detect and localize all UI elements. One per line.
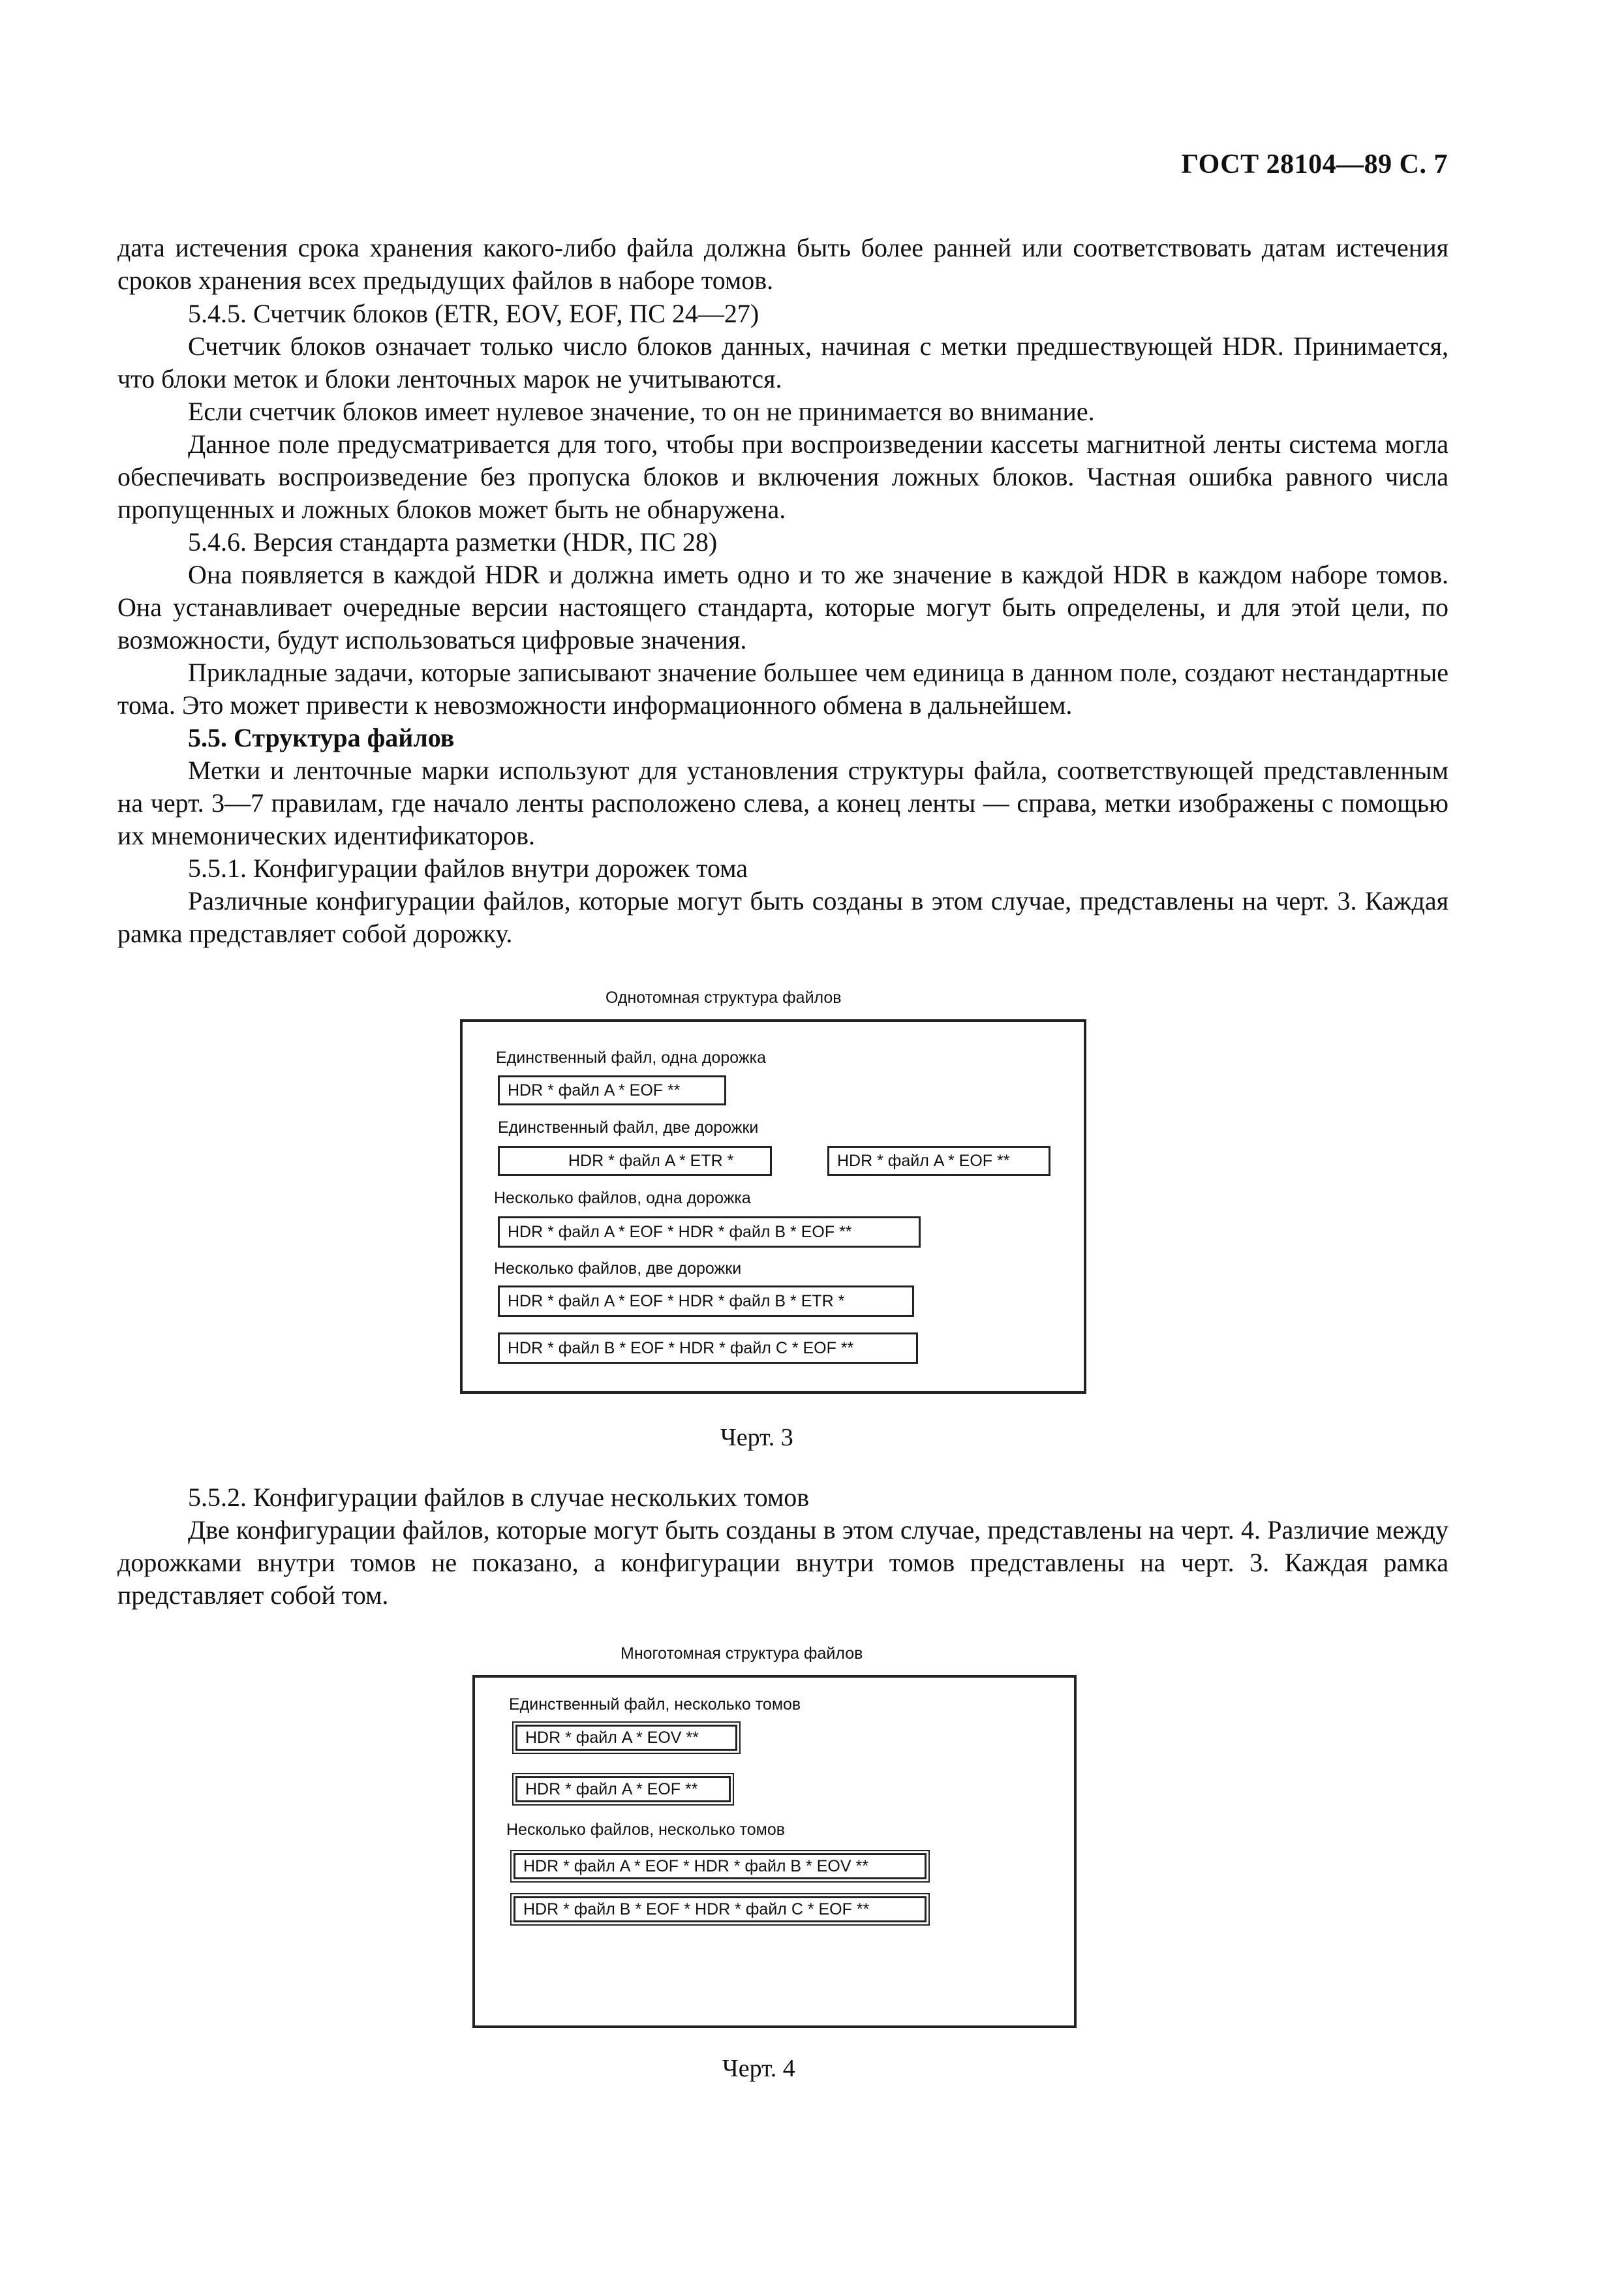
paragraph: Различные конфигурации файлов, которые могут быть созданы в этом случае, представлены на черт. 3. Каждая рамка представляет собой дорожку. bbox=[117, 886, 1448, 948]
tape-track-box: HDR * файл A * EOF * HDR * файл B * ETR * bbox=[498, 1285, 914, 1317]
paragraph: Если счетчик блоков имеет нулевое значение, то он не принимается во внимание. bbox=[188, 397, 1095, 426]
paragraph: Она появляется в каждой HDR и должна иметь одно и то же значение в каждой HDR в каждом наборе томов. Она устанавливает очередные версии настоящего стандарта, которые могут быть определены, и для этой цели, по возможности, будут использоваться цифровые значения. bbox=[117, 560, 1448, 654]
tape-track-box: HDR * файл A * EOF * HDR * файл B * EOF ** bbox=[498, 1216, 921, 1248]
figure4-label: Единственный файл, несколько томов bbox=[509, 1695, 801, 1714]
figure3-label: Единственный файл, две дорожки bbox=[498, 1118, 759, 1137]
paragraph: Метки и ленточные марки используют для установления структуры файла, соответствующей представленным на черт. 3—7 правилам, где начало ленты расположено слева, а конец ленты — справа, метки изображены с помощью их мнемонических идентификаторов. bbox=[117, 756, 1448, 850]
figure3-label: Единственный файл, одна дорожка bbox=[496, 1049, 767, 1067]
figure3-title: Однотомная структура файлов bbox=[605, 989, 842, 1007]
paragraph: Данное поле предусматривается для того, чтобы при воспроизведении кассеты магнитной ленты система могла обеспечивать воспроизведение без пропуска блоков и включения ложных блоков. Частная ошибка равного числа пропущенных и ложных блоков может быть не обнаружена. bbox=[117, 429, 1448, 524]
tape-volume-box: HDR * файл A * EOF ** bbox=[515, 1776, 731, 1802]
section-heading-5-5-1: 5.5.1. Конфигурации файлов внутри дорожек тома bbox=[188, 854, 748, 883]
section-heading-5-5-2: 5.5.2. Конфигурации файлов в случае нескольких томов bbox=[188, 1483, 810, 1512]
figure3-label: Несколько файлов, две дорожки bbox=[494, 1259, 742, 1278]
section-heading-5-4-5: 5.4.5. Счетчик блоков (ETR, EOV, EOF, ПС 24—27) bbox=[188, 299, 759, 328]
tape-volume-box: HDR * файл A * EOV ** bbox=[515, 1725, 737, 1751]
tape-track-box: HDR * файл A * EOF ** bbox=[827, 1146, 1050, 1176]
tape-track-box: HDR * файл A * EOF ** bbox=[498, 1075, 726, 1105]
section-heading-5-5: 5.5. Структура файлов bbox=[188, 723, 455, 752]
figure4-caption: Черт. 4 bbox=[722, 2055, 795, 2082]
tape-volume-box: HDR * файл B * EOF * HDR * файл C * EOF ** bbox=[513, 1896, 927, 1922]
tape-track-box: HDR * файл A * ETR * bbox=[498, 1146, 772, 1176]
tape-track-box: HDR * файл B * EOF * HDR * файл C * EOF ** bbox=[498, 1332, 918, 1364]
page-header: ГОСТ 28104—89 С. 7 bbox=[1181, 149, 1448, 179]
paragraph: Две конфигурации файлов, которые могут быть созданы в этом случае, представлены на черт. 4. Различие между дорожками внутри томов не показано, а конфигурации внутри томов представлены на черт. 3. Каждая рамка представляет собой том. bbox=[117, 1515, 1448, 1610]
tape-volume-box: HDR * файл A * EOF * HDR * файл B * EOV ** bbox=[513, 1853, 927, 1879]
figure4-title: Многотомная структура файлов bbox=[620, 1644, 863, 1663]
figure3-caption: Черт. 3 bbox=[720, 1424, 793, 1451]
figure4-label: Несколько файлов, несколько томов bbox=[506, 1821, 786, 1839]
paragraph: Счетчик блоков означает только число блоков данных, начиная с метки предшествующей HDR. Принимается, что блоки меток и блоки ленточных марок не учитываются. bbox=[117, 331, 1448, 393]
section-heading-5-4-6: 5.4.6. Версия стандарта разметки (HDR, ПС 28) bbox=[188, 527, 718, 557]
paragraph: Прикладные задачи, которые записывают значение большее чем единица в данном поле, создают нестандартные тома. Это может привести к невозможности информационного обмена в дальнейшем. bbox=[117, 658, 1448, 720]
paragraph: дата истечения срока хранения какого-либо файла должна быть более ранней или соответствовать датам истечения сроков хранения всех предыдущих файлов в наборе томов. bbox=[117, 233, 1448, 295]
figure3-label: Несколько файлов, одна дорожка bbox=[494, 1189, 751, 1207]
